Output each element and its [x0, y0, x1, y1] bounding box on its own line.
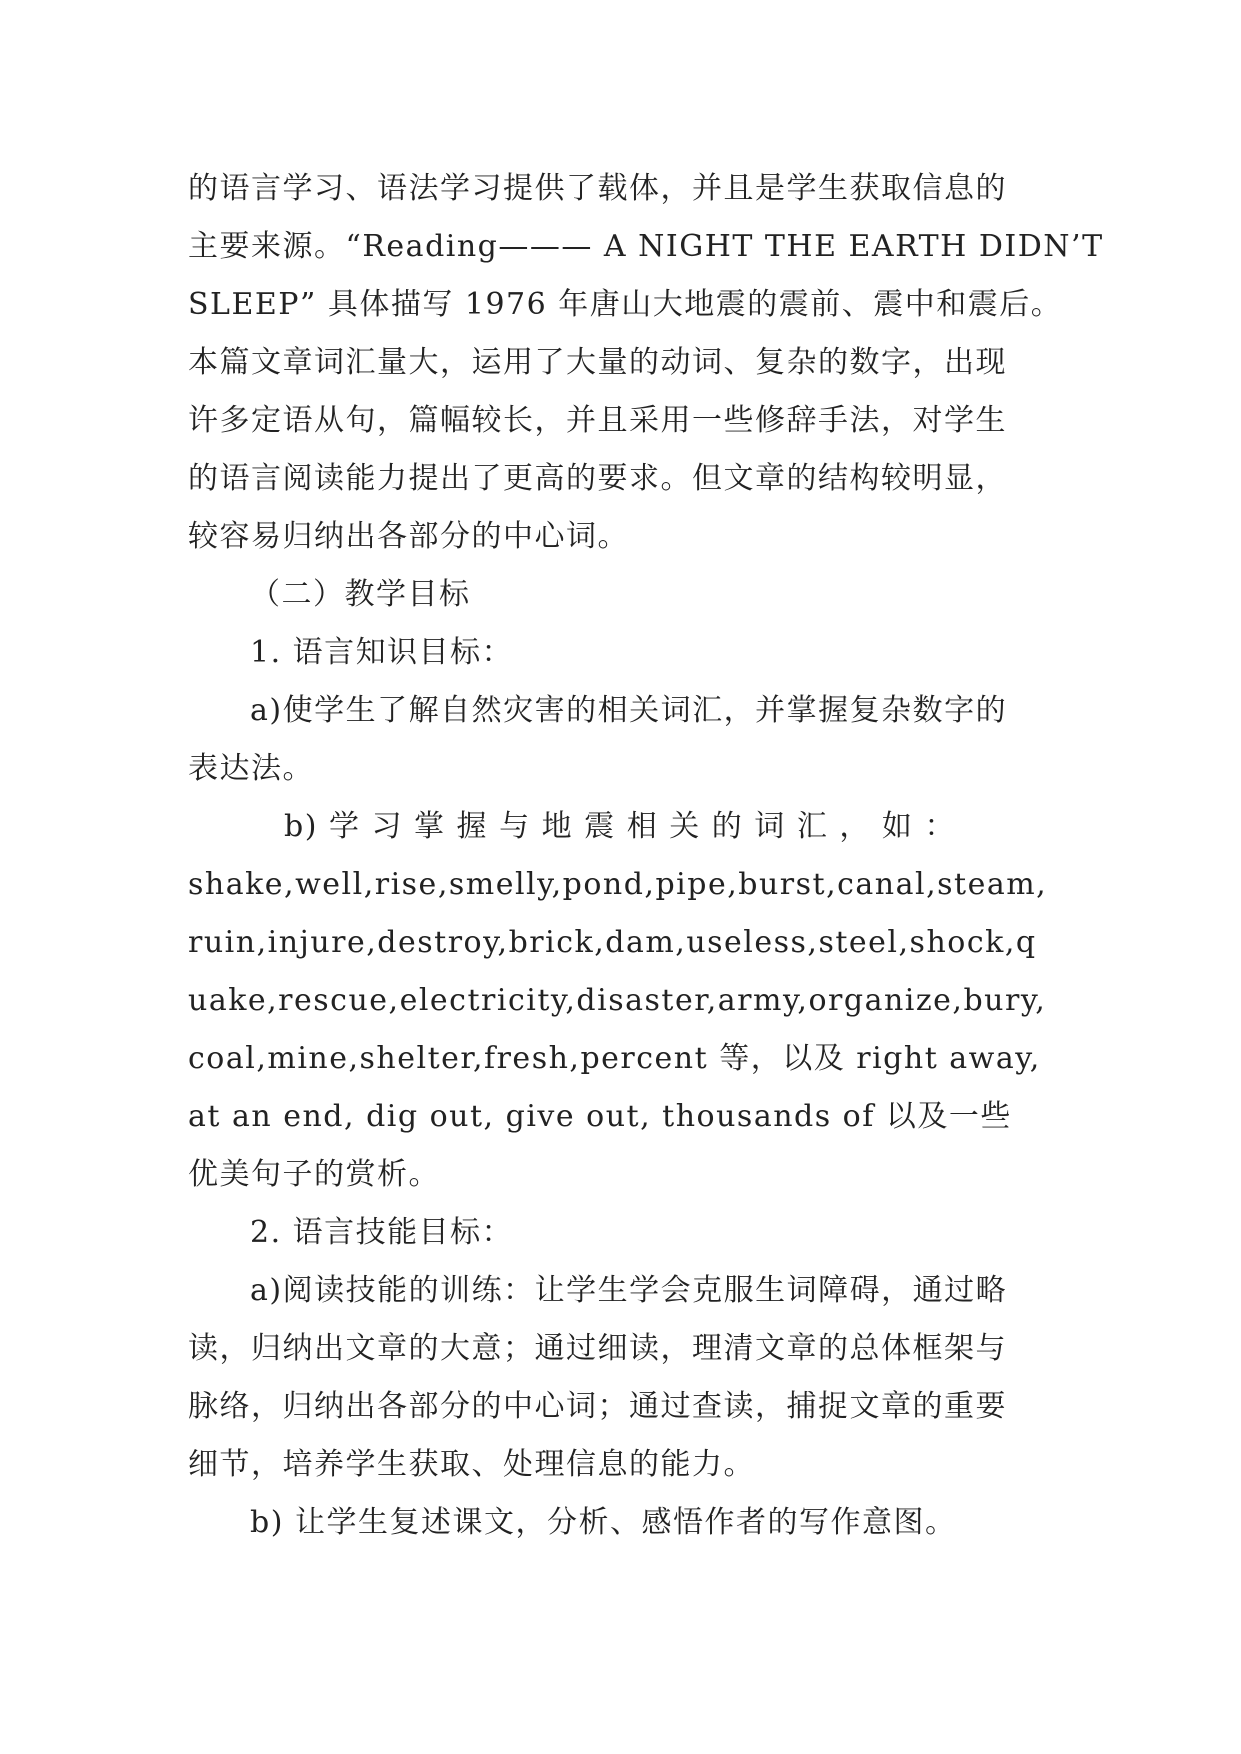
- paragraph-line: coal,mine,shelter,fresh,percent 等，以及 right away,: [188, 1041, 1041, 1076]
- subsection-heading: 2. 语言技能目标：: [250, 1215, 514, 1250]
- paragraph-line: 较容易归纳出各部分的中心词。: [188, 519, 629, 554]
- paragraph-line: 细节，培养学生获取、处理信息的能力。: [188, 1447, 755, 1482]
- subsection-heading: 1. 语言知识目标：: [250, 635, 514, 670]
- paragraph-line: 表达法。: [188, 751, 314, 786]
- paragraph-line: 读，归纳出文章的大意；通过细读，理清文章的总体框架与: [188, 1331, 1007, 1366]
- paragraph-line: b) 让学生复述课文，分析、感悟作者的写作意图。: [250, 1505, 957, 1540]
- paragraph-line: 的语言阅读能力提出了更高的要求。但文章的结构较明显，: [188, 461, 1007, 496]
- paragraph-line: 优美句子的赏析。: [188, 1157, 440, 1192]
- paragraph-line: b) 学 习 掌 握 与 地 震 相 关 的 词 汇 ， 如 ：: [284, 809, 956, 844]
- paragraph-line: a)阅读技能的训练：让学生学会克服生词障碍，通过略: [250, 1273, 1008, 1308]
- paragraph-line: uake,rescue,electricity,disaster,army,organize,bury,: [188, 983, 1047, 1018]
- paragraph-line: ruin,injure,destroy,brick,dam,useless,steel,shock,q: [188, 925, 1037, 960]
- paragraph-line: 本篇文章词汇量大，运用了大量的动词、复杂的数字，出现: [188, 345, 1007, 380]
- paragraph-line: 许多定语从句，篇幅较长，并且采用一些修辞手法，对学生: [188, 403, 1007, 438]
- paragraph-line: shake,well,rise,smelly,pond,pipe,burst,canal,steam,: [188, 867, 1048, 902]
- paragraph-line: 主要来源。“Reading——— A NIGHT THE EARTH DIDN’T: [188, 229, 1104, 264]
- paragraph-line: at an end, dig out, give out, thousands of 以及一些: [188, 1099, 1012, 1134]
- paragraph-line: a)使学生了解自然灾害的相关词汇，并掌握复杂数字的: [250, 693, 1008, 728]
- paragraph-line: SLEEP” 具体描写 1976 年唐山大地震的震前、震中和震后。: [188, 287, 1063, 322]
- section-heading: （二）教学目标: [250, 577, 471, 612]
- document-body: [188, 160, 1104, 1552]
- paragraph-line: 的语言学习、语法学习提供了载体，并且是学生获取信息的: [188, 171, 1007, 206]
- paragraph-line: 脉络，归纳出各部分的中心词；通过查读，捕捉文章的重要: [188, 1389, 1007, 1424]
